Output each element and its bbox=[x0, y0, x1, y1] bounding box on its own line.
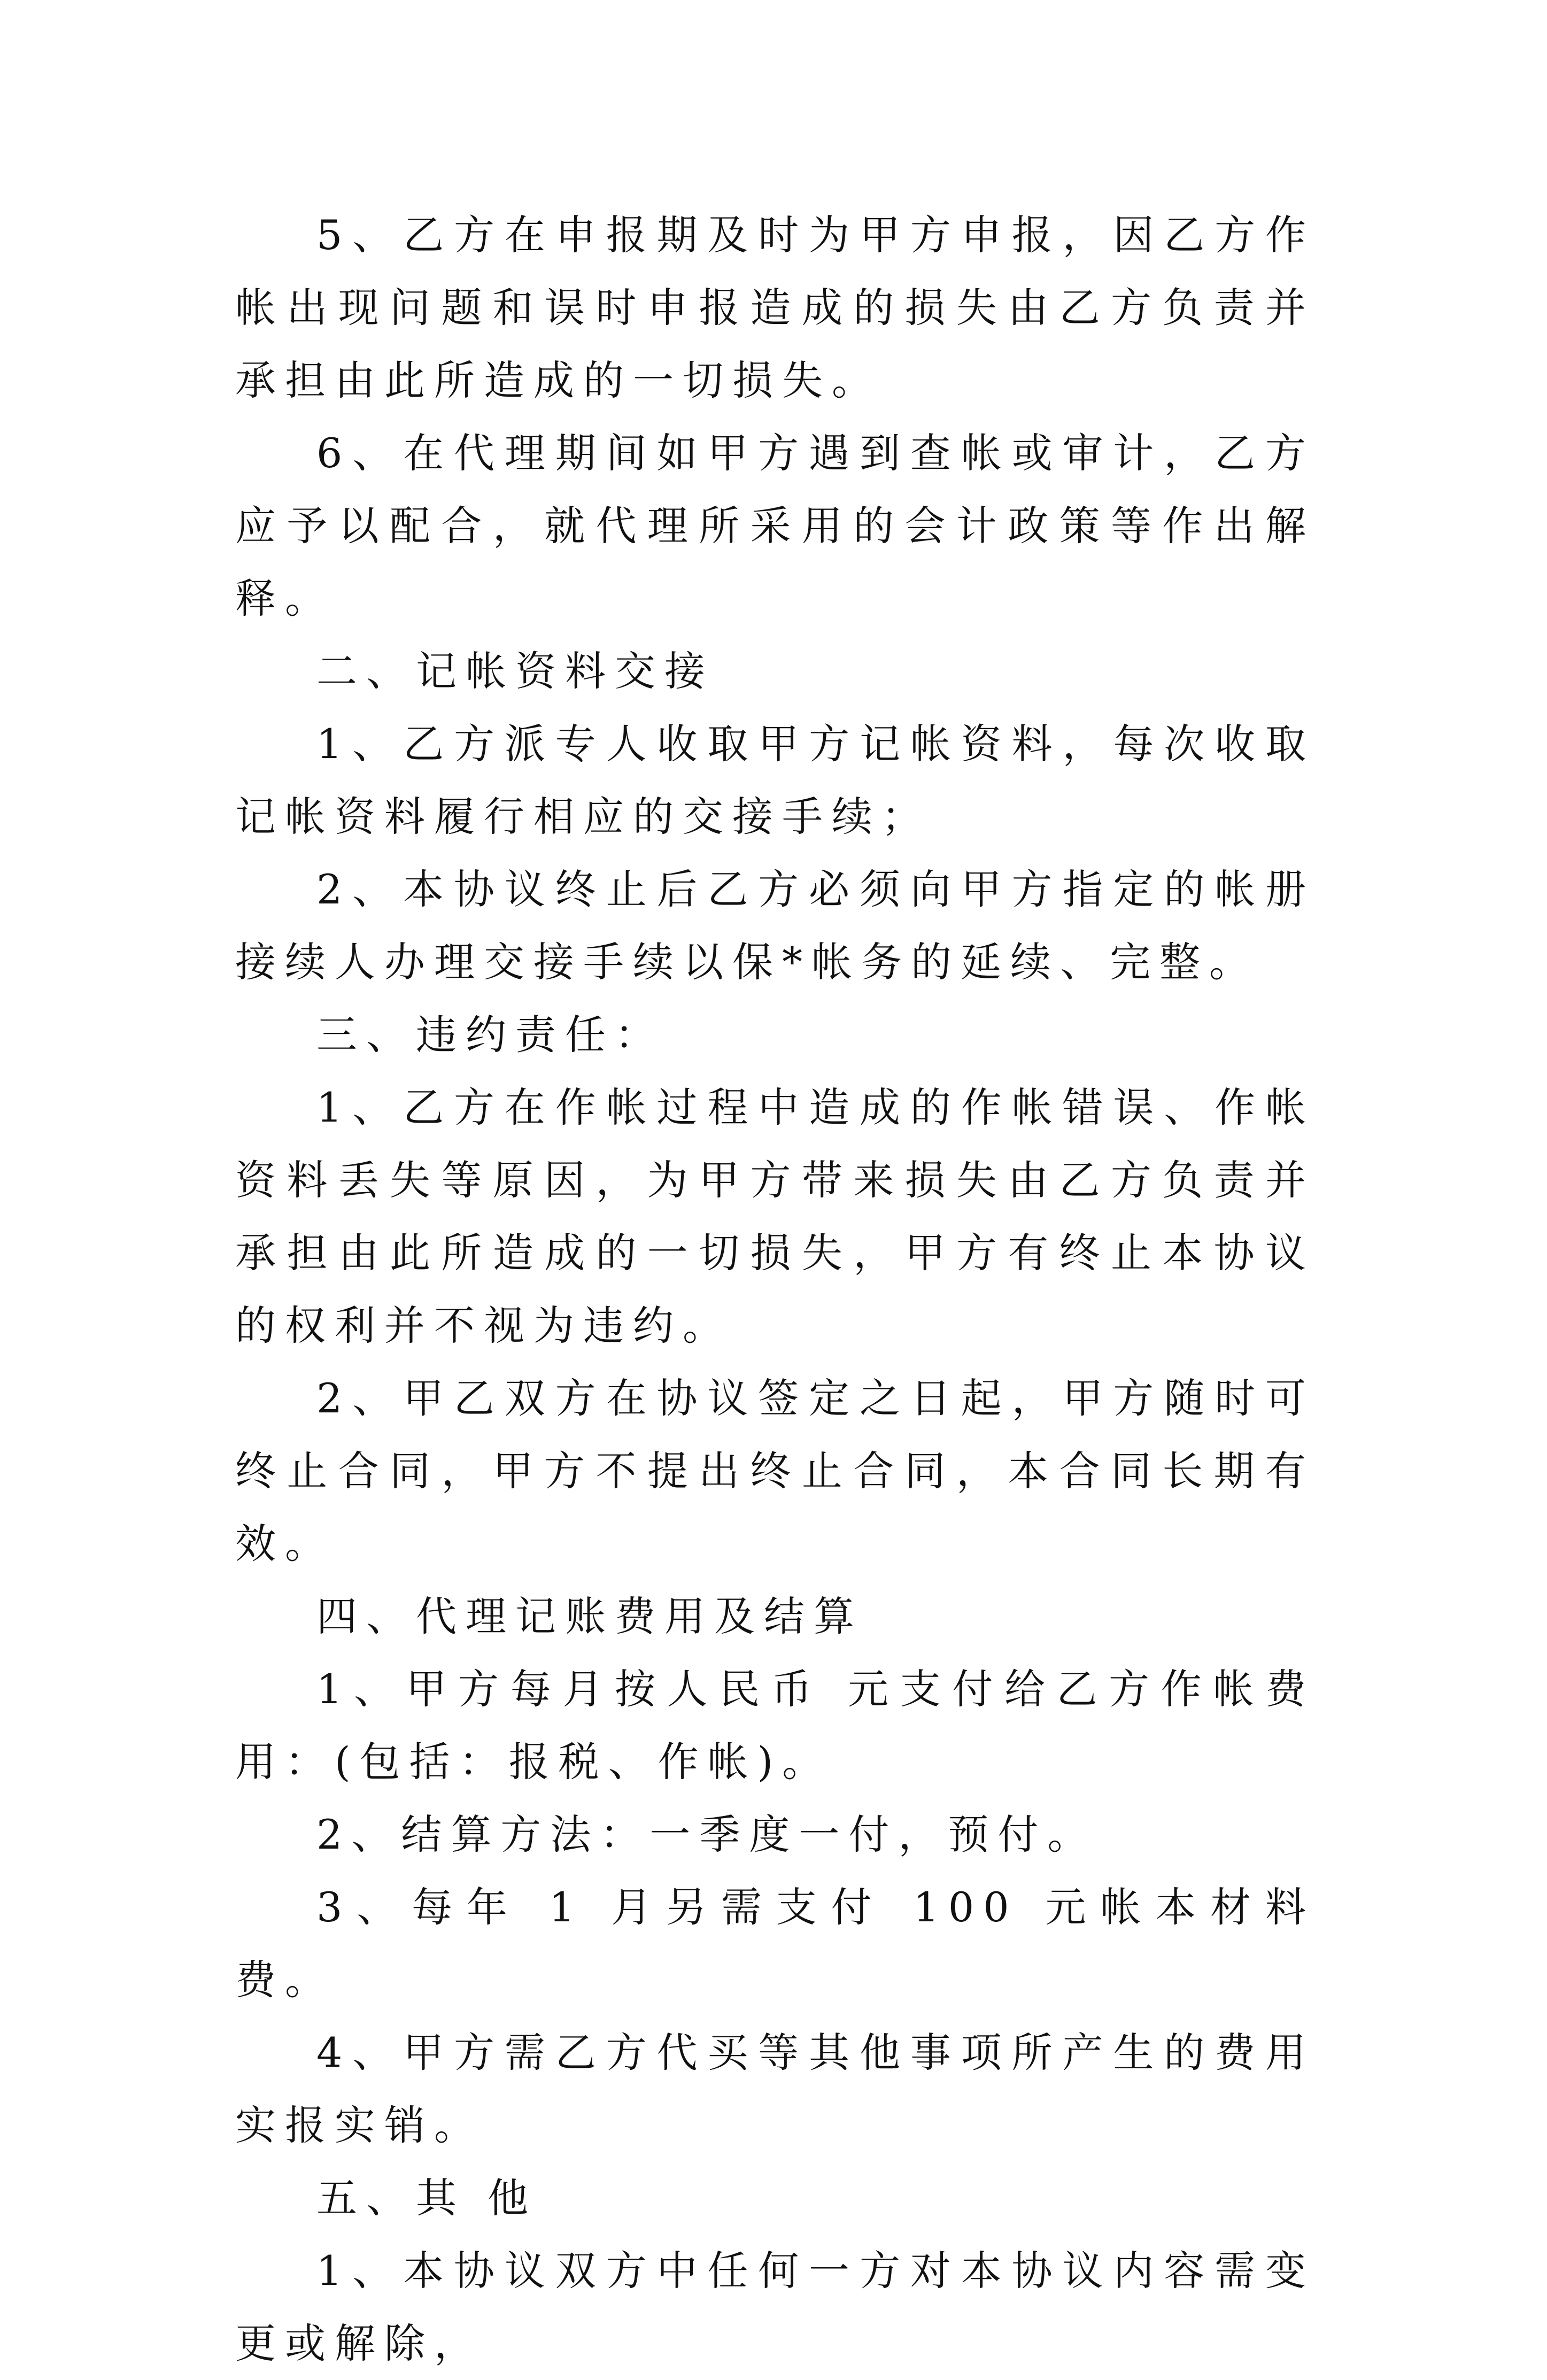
section-3-clause-2: 2、甲乙双方在协议签定之日起，甲方随时可终止合同，甲方不提出终止合同，本合同长期有效。 bbox=[235, 1374, 1315, 1567]
section-heading-2: 二、记帐资料交接 bbox=[316, 647, 714, 695]
section-3-clause-1: 1、乙方在作帐过程中造成的作帐错误、作帐资料丢失等原因，为甲方带来损失由乙方负责并承担由此所造成的一切损失，甲方有终止本协议的权利并不视为违约。 bbox=[235, 1084, 1315, 1349]
section-2-clause-2: 2、本协议终止后乙方必须向甲方指定的帐册接续人办理交接手续以保*帐务的延续、完整。 bbox=[235, 866, 1315, 986]
document-body bbox=[235, 199, 1315, 2380]
section-4-clause-3: 3、每年 1 月另需支付 100 元帐本材料费。 bbox=[235, 1883, 1315, 2004]
section-heading-3: 三、违约责任： bbox=[316, 1011, 664, 1058]
section-4-clause-2: 2、结算方法：一季度一付，预付。 bbox=[316, 1811, 1097, 1858]
clause-6-audit-cooperation: 6、在代理期间如甲方遇到查帐或审计，乙方应予以配合，就代理所采用的会计政策等作出解释。 bbox=[235, 429, 1315, 622]
section-heading-4: 四、代理记账费用及结算 bbox=[316, 1593, 863, 1640]
section-2-clause-1: 1、乙方派专人收取甲方记帐资料，每次收取记帐资料履行相应的交接手续； bbox=[235, 720, 1315, 840]
section-4-clause-4: 4、甲方需乙方代买等其他事项所产生的费用实报实销。 bbox=[235, 2029, 1315, 2149]
section-heading-5: 五、其 他 bbox=[316, 2174, 538, 2222]
section-4-clause-1: 1、甲方每月按人民币 元支付给乙方作帐费用：(包括：报税、作帐)。 bbox=[235, 1665, 1315, 1786]
clause-5-declaration: 5、乙方在申报期及时为甲方申报，因乙方作帐出现问题和误时申报造成的损失由乙方负责并承担由此所造成的一切损失。 bbox=[235, 211, 1315, 404]
section-5-clause-1: 1、本协议双方中任何一方对本协议内容需变更或解除， bbox=[235, 2247, 1315, 2367]
